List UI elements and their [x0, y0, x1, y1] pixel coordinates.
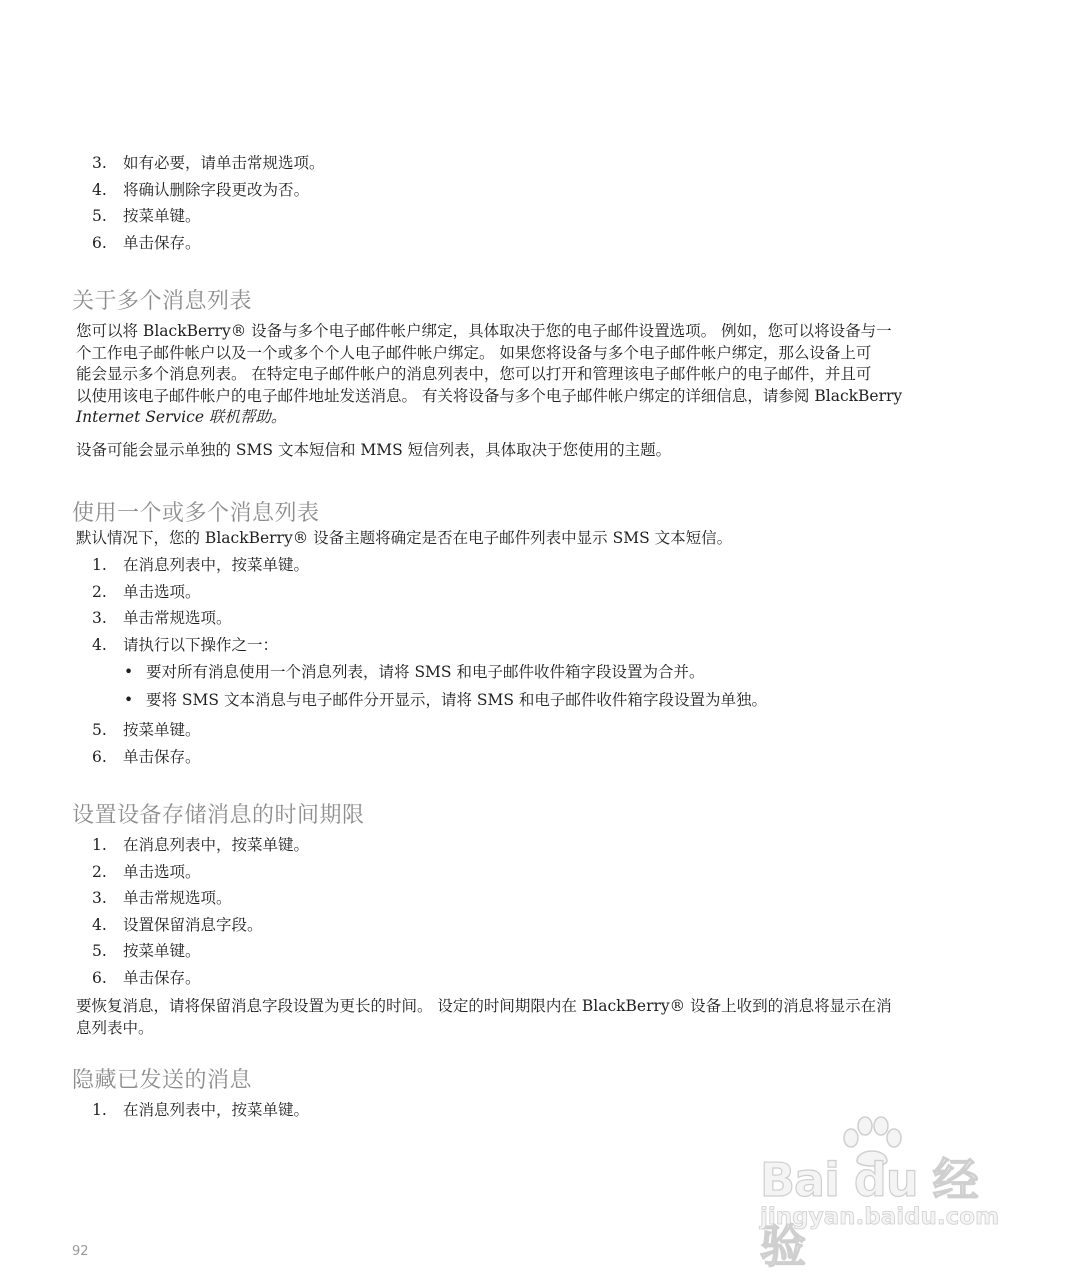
steps-list-top [92, 150, 325, 256]
section-heading-hide-sent: 隐藏已发送的消息 [72, 1068, 253, 1093]
steps-list-use [92, 552, 309, 658]
list-item: 3. 单击常规选项。 [92, 609, 232, 627]
list-item: 5. 按菜单键。 [92, 942, 201, 960]
paragraph-restore-messages [76, 996, 1000, 1039]
paragraph-line: 以使用该电子邮件帐户的电子邮件地址发送消息。 有关将设备与多个电子邮件帐户绑定的详细信息，请参阅 BlackBerry [76, 386, 903, 405]
bullet-list-options [124, 658, 767, 714]
section-heading-multi-lists: 关于多个消息列表 [72, 289, 253, 314]
paragraph-default-theme: 默认情况下，您的 BlackBerry® 设备主题将确定是否在电子邮件列表中显示 SMS 文本短信。 [76, 529, 733, 547]
paragraph-multi-lists [76, 321, 1000, 429]
steps-list-hide [92, 1097, 309, 1124]
list-item: 3. 如有必要，请单击常规选项。 [92, 154, 325, 172]
paragraph-line: 要恢复消息，请将保留消息字段设置为更长的时间。 设定的时间期限内在 BlackBerry® 设备上收到的消息将显示在消 [76, 997, 892, 1015]
watermark-url: jingyan.baidu.com [760, 1204, 1000, 1230]
list-item: 3. 单击常规选项。 [92, 889, 232, 907]
paragraph-line: Internet Service 联机帮助。 [76, 408, 287, 426]
section-heading-use-lists: 使用一个或多个消息列表 [72, 501, 320, 526]
bullet-item: • 要对所有消息使用一个消息列表，请将 SMS 和电子邮件收件箱字段设置为合并。 [124, 663, 705, 681]
paragraph-line: 息列表中。 [76, 1018, 154, 1037]
list-item: 6. 单击保存。 [92, 968, 201, 987]
watermark-logo: Bai du 经验 [760, 1153, 978, 1273]
paragraph-line: 您可以将 BlackBerry® 设备与多个电子邮件帐户绑定，具体取决于您的电子邮件设置选项。 例如，您可以将设备与一 [76, 322, 892, 340]
steps-list-use-end [92, 717, 201, 770]
list-item: 4. 请执行以下操作之一： [92, 635, 279, 654]
list-item: 4. 将确认删除字段更改为否。 [92, 180, 310, 199]
list-item: 5. 按菜单键。 [92, 207, 201, 225]
section-heading-time-limit: 设置设备存储消息的时间期限 [72, 803, 365, 828]
list-item: 6. 单击保存。 [92, 233, 201, 252]
list-item: 1. 在消息列表中，按菜单键。 [92, 556, 310, 574]
list-item: 1. 在消息列表中，按菜单键。 [92, 1101, 310, 1119]
list-item: 1. 在消息列表中，按菜单键。 [92, 836, 310, 854]
page-number: 92 [72, 1244, 89, 1259]
list-item: 2. 单击选项。 [92, 582, 201, 601]
list-item: 6. 单击保存。 [92, 747, 201, 766]
steps-list-time [92, 832, 309, 991]
bullet-item: • 要将 SMS 文本消息与电子邮件分开显示，请将 SMS 和电子邮件收件箱字段设置为单独。 [124, 691, 767, 709]
paragraph-line: 个工作电子邮件帐户以及一个或多个个人电子邮件帐户绑定。 如果您将设备与多个电子邮件帐户绑定，那么设备上可 [76, 343, 872, 362]
paragraph-sms-mms: 设备可能会显示单独的 SMS 文本短信和 MMS 短信列表，具体取决于您使用的主题。 [76, 441, 672, 459]
baidu-watermark [752, 1116, 1012, 1273]
paragraph-line: 能会显示多个消息列表。 在特定电子邮件帐户的消息列表中，您可以打开和管理该电子邮件帐户的电子邮件，并且可 [76, 365, 872, 383]
list-item: 4. 设置保留消息字段。 [92, 915, 263, 934]
list-item: 5. 按菜单键。 [92, 721, 201, 739]
list-item: 2. 单击选项。 [92, 862, 201, 881]
